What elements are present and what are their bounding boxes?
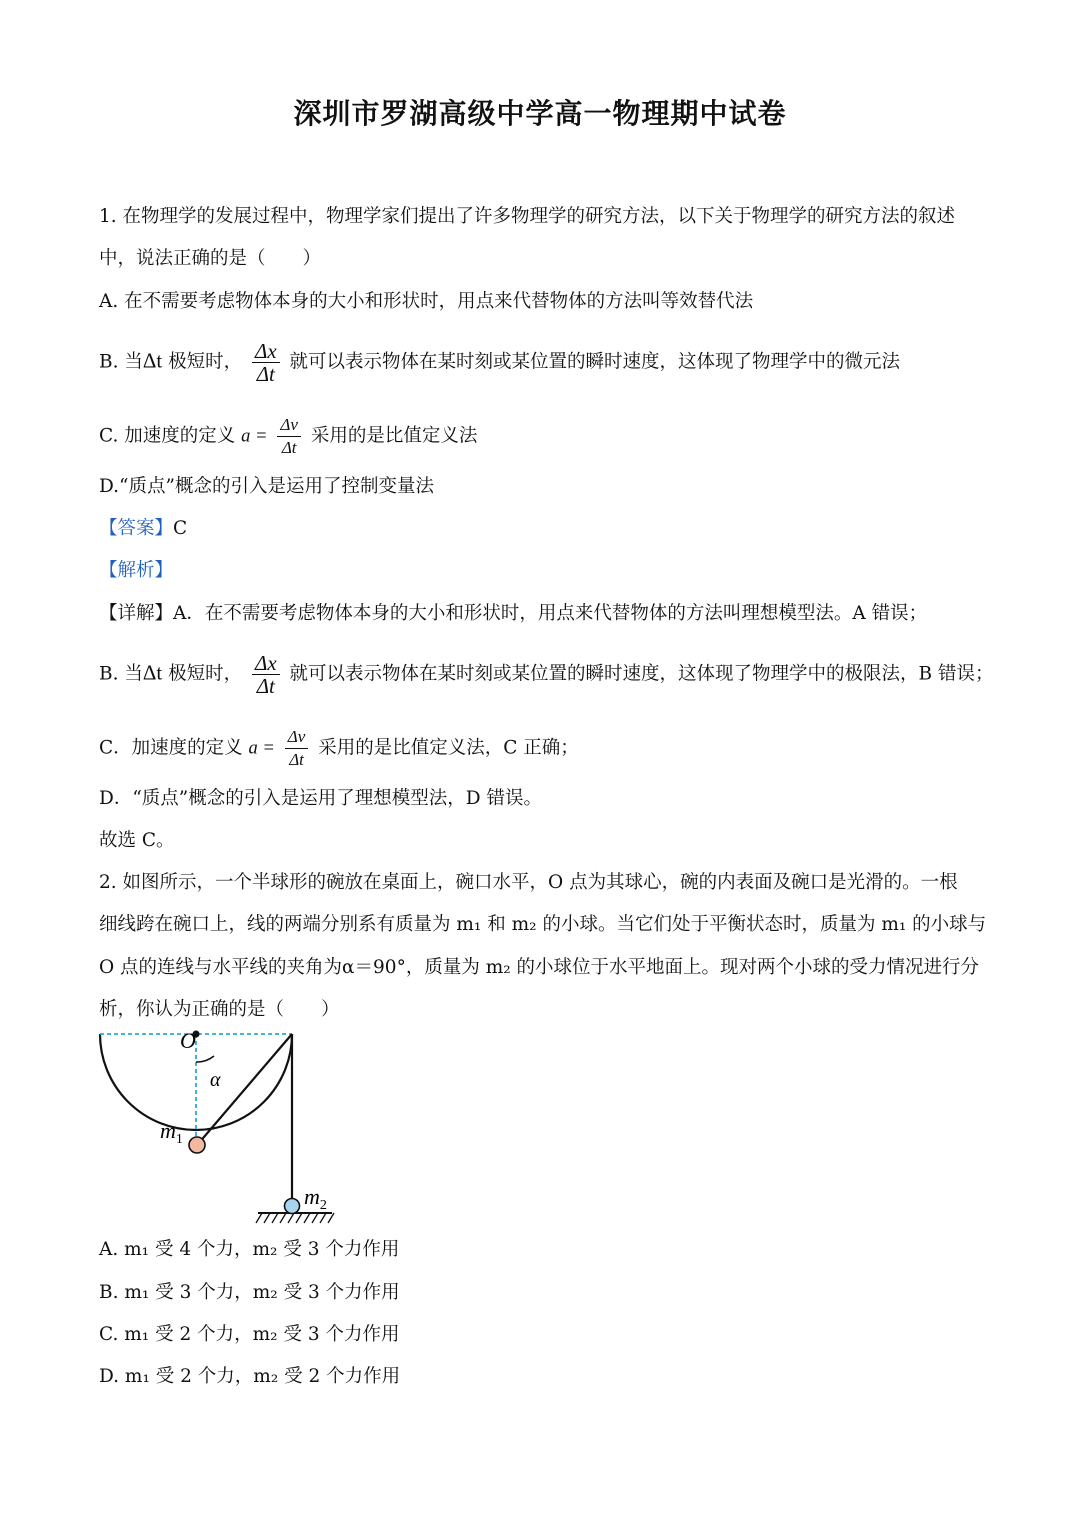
q1-answer (99, 516, 187, 542)
q1-option-c (99, 414, 477, 459)
analysis-tag: 【解析】 (99, 560, 174, 581)
dv-over-dt-fraction (285, 726, 309, 771)
label-alpha: α (210, 1069, 221, 1091)
q1-option-b-mid: 极短时， (168, 351, 243, 373)
detail-b-post: 就可以表示物体在某时刻或某位置的瞬时速度，这体现了物理学中的极限法，B 错误； (289, 663, 994, 685)
fraction-denominator: Δt (256, 362, 275, 386)
detail-b-pre: B. 当 (99, 663, 143, 685)
detail-a-text: A．在不需要考虑物体本身的大小和形状时，用点来代替物体的方法叫理想模型法。A 错误； (173, 603, 928, 624)
ball-m2 (285, 1199, 300, 1214)
q1-option-d: D.“质点”概念的引入是运用了控制变量法 (99, 476, 434, 497)
angle-arc (196, 1056, 214, 1062)
ground-hatching (256, 1213, 334, 1223)
q1-conclusion: 故选 C。 (99, 830, 175, 851)
q1-detail-d: D．“质点”概念的引入是运用了理想模型法，D 错误。 (99, 788, 542, 809)
q2-option-d: D. m₁ 受 2 个力，m₂ 受 2 个力作用 (99, 1366, 401, 1387)
q2-stem-line1: 2. 如图所示，一个半球形的碗放在桌面上，碗口水平，O 点为其球心，碗的内表面及碗口是光滑的。一根 (99, 872, 958, 893)
q1-stem-line2: 中，说法正确的是（ ） (99, 248, 322, 269)
detail-c-post: 采用的是比值定义法，C 正确； (318, 737, 579, 759)
fraction-denominator: Δt (289, 750, 304, 769)
q2-option-c: C. m₁ 受 2 个力，m₂ 受 3 个力作用 (99, 1324, 400, 1345)
q2-stem-line3: O 点的连线与水平线的夹角为α＝90°，质量为 m₂ 的小球位于水平地面上。现对两个小球的受力情况进行分 (99, 957, 980, 978)
ball-m1 (189, 1137, 205, 1153)
q2-option-b: B. m₁ 受 3 个力，m₂ 受 3 个力作用 (99, 1282, 400, 1303)
q1-option-b (99, 340, 900, 385)
q2-stem-line4: 析，你认为正确的是（ ） (99, 999, 340, 1020)
q2-stem-line2: 细线跨在碗口上，线的两端分别系有质量为 m₁ 和 m₂ 的小球。当它们处于平衡状态时，质量为 m₁ 的小球与 (99, 914, 987, 935)
bowl-diagram (96, 1026, 346, 1231)
dx-over-dt-fraction (252, 652, 280, 697)
fraction-denominator: Δt (281, 438, 297, 457)
detail-tag: 【详解】 (99, 603, 174, 624)
fraction-numerator: Δx (252, 652, 280, 675)
q1-option-a: A. 在不需要考虑物体本身的大小和形状时，用点来代替物体的方法叫等效替代法 (99, 291, 754, 312)
detail-c-pre: C．加速度的定义 (99, 737, 243, 759)
q2-option-a: A. m₁ 受 4 个力，m₂ 受 3 个力作用 (99, 1239, 400, 1260)
answer-tag: 【答案】 (99, 518, 174, 539)
label-m1: $m_1$ (160, 1118, 183, 1147)
fraction-numerator: Δv (277, 414, 301, 437)
q1-option-c-pre: C. 加速度的定义 (99, 425, 236, 447)
acceleration-equation: a = (241, 426, 268, 447)
delta-t-symbol: Δt (142, 348, 163, 373)
delta-t-symbol: Δt (142, 660, 163, 685)
q1-detail-a (99, 601, 927, 627)
fraction-numerator: Δx (252, 340, 280, 363)
q1-detail-c (99, 726, 579, 771)
q1-option-b-pre: B. 当 (99, 351, 143, 373)
label-m2: $m_2$ (304, 1184, 327, 1213)
dx-over-dt-fraction (252, 340, 280, 385)
page-title: 深圳市罗湖高级中学高一物理期中试卷 (293, 97, 787, 130)
fraction-numerator: Δv (285, 726, 309, 749)
q1-detail-b (99, 652, 994, 697)
q1-stem-line1: 1. 在物理学的发展过程中，物理学家们提出了许多物理学的研究方法，以下关于物理学的研究方法的叙述 (99, 206, 956, 227)
q1-option-b-post: 就可以表示物体在某时刻或某位置的瞬时速度，这体现了物理学中的微元法 (289, 351, 901, 373)
acceleration-equation: a = (248, 738, 275, 759)
q1-option-c-post: 采用的是比值定义法 (310, 425, 478, 447)
dv-over-dt-fraction (277, 414, 301, 459)
fraction-denominator: Δt (256, 674, 275, 698)
label-o: O (180, 1028, 196, 1053)
detail-b-mid: 极短时， (168, 663, 243, 685)
answer-value: C (173, 518, 188, 539)
